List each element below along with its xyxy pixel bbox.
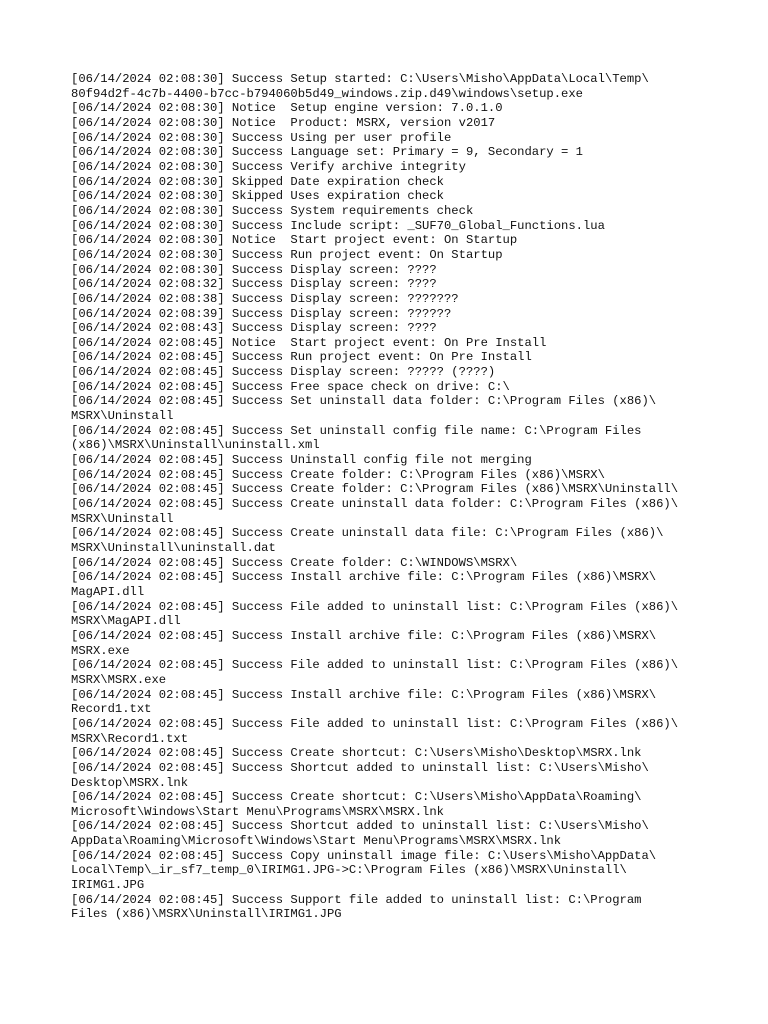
log-line: Local\Temp\_ir_sf7_temp_0\IRIMG1.JPG->C:\Program Files (x86)\MSRX\Uninstall\ — [71, 863, 627, 878]
log-line: 80f94d2f-4c7b-4400-b7cc-b794060b5d49_windows.zip.d49\windows\setup.exe — [71, 86, 583, 101]
log-line: [06/14/2024 02:08:30] Success Verify archive integrity — [71, 159, 466, 174]
log-line: [06/14/2024 02:08:45] Success Display screen: ????? (????) — [71, 365, 496, 380]
log-line: [06/14/2024 02:08:30] Success Run project event: On Startup — [71, 247, 503, 262]
log-line: [06/14/2024 02:08:30] Skipped Uses expiration check — [71, 189, 444, 204]
log-line: Files (x86)\MSRX\Uninstall\IRIMG1.JPG — [71, 907, 342, 922]
log-line: [06/14/2024 02:08:30] Notice Start project event: On Startup — [71, 233, 518, 248]
log-line: [06/14/2024 02:08:45] Success Create uninstall data file: C:\Program Files (x86)\ — [71, 526, 664, 541]
log-line: [06/14/2024 02:08:45] Success Install archive file: C:\Program Files (x86)\MSRX\ — [71, 628, 657, 643]
log-line: MagAPI.dll — [71, 584, 145, 599]
log-line: MSRX\Record1.txt — [71, 731, 189, 746]
log-line: Microsoft\Windows\Start Menu\Programs\MSRX\MSRX.lnk — [71, 804, 444, 819]
log-line: MSRX\MSRX.exe — [71, 672, 167, 687]
log-line: [06/14/2024 02:08:45] Success File added to uninstall list: C:\Program Files (x86)\ — [71, 599, 679, 614]
log-line: [06/14/2024 02:08:45] Success Create folder: C:\WINDOWS\MSRX\ — [71, 555, 518, 570]
log-line: [06/14/2024 02:08:30] Success Setup started: C:\Users\Misho\AppData\Local\Temp\ — [71, 72, 649, 86]
log-line: [06/14/2024 02:08:30] Success Display screen: ???? — [71, 262, 437, 277]
log-line: [06/14/2024 02:08:30] Notice Product: MSRX, version v2017 — [71, 115, 496, 130]
log-line: [06/14/2024 02:08:45] Success Create uninstall data folder: C:\Program Files (x86)\ — [71, 497, 679, 512]
log-line: [06/14/2024 02:08:30] Success Include script: _SUF70_Global_Functions.lua — [71, 218, 605, 233]
log-line: [06/14/2024 02:08:45] Success Run project event: On Pre Install — [71, 350, 532, 365]
log-line: [06/14/2024 02:08:45] Success Create shortcut: C:\Users\Misho\Desktop\MSRX.lnk — [71, 746, 642, 761]
log-line: [06/14/2024 02:08:45] Success Set uninstall config file name: C:\Program Files — [71, 423, 642, 438]
log-line: [06/14/2024 02:08:45] Success Free space check on drive: C:\ — [71, 379, 510, 394]
log-line: MSRX\Uninstall — [71, 511, 174, 526]
log-line: [06/14/2024 02:08:32] Success Display screen: ???? — [71, 277, 437, 292]
log-line: [06/14/2024 02:08:45] Success Set uninstall data folder: C:\Program Files (x86)\ — [71, 394, 657, 409]
log-line: [06/14/2024 02:08:45] Success Shortcut added to uninstall list: C:\Users\Misho\ — [71, 760, 649, 775]
log-line: [06/14/2024 02:08:45] Success Install archive file: C:\Program Files (x86)\MSRX\ — [71, 570, 657, 585]
log-line: AppData\Roaming\Microsoft\Windows\Start Menu\Programs\MSRX\MSRX.lnk — [71, 834, 562, 849]
log-line: (x86)\MSRX\Uninstall\uninstall.xml — [71, 438, 320, 453]
log-line: [06/14/2024 02:08:30] Success System requirements check — [71, 203, 474, 218]
log-line: IRIMG1.JPG — [71, 878, 145, 893]
log-line: [06/14/2024 02:08:45] Success File added to uninstall list: C:\Program Files (x86)\ — [71, 658, 679, 673]
log-line: Desktop\MSRX.lnk — [71, 775, 189, 790]
log-line: MSRX\Uninstall\uninstall.dat — [71, 541, 276, 555]
log-line: [06/14/2024 02:08:45] Success File added to uninstall list: C:\Program Files (x86)\ — [71, 716, 679, 731]
log-line: [06/14/2024 02:08:30] Success Using per user profile — [71, 130, 452, 145]
log-line: MSRX\MagAPI.dll — [71, 614, 181, 629]
setup-log-text — [71, 72, 701, 922]
log-line: [06/14/2024 02:08:30] Success Language set: Primary = 9, Secondary = 1 — [71, 145, 583, 160]
log-line: [06/14/2024 02:08:45] Success Install archive file: C:\Program Files (x86)\MSRX\ — [71, 687, 657, 702]
log-line: [06/14/2024 02:08:45] Success Create folder: C:\Program Files (x86)\MSRX\ — [71, 467, 605, 482]
log-line: [06/14/2024 02:08:45] Success Copy uninstall image file: C:\Users\Misho\AppData\ — [71, 848, 657, 863]
log-line: [06/14/2024 02:08:38] Success Display screen: ??????? — [71, 291, 459, 306]
log-line: [06/14/2024 02:08:30] Skipped Date expiration check — [71, 174, 444, 189]
log-line: [06/14/2024 02:08:45] Success Shortcut added to uninstall list: C:\Users\Misho\ — [71, 819, 649, 834]
log-line: [06/14/2024 02:08:45] Success Create shortcut: C:\Users\Misho\AppData\Roaming\ — [71, 790, 642, 805]
log-line: [06/14/2024 02:08:30] Notice Setup engine version: 7.0.1.0 — [71, 101, 503, 116]
log-line: [06/14/2024 02:08:45] Success Create folder: C:\Program Files (x86)\MSRX\Uninstall\ — [71, 482, 679, 497]
log-line: Record1.txt — [71, 702, 152, 717]
log-line: MSRX\Uninstall — [71, 409, 174, 424]
log-line: [06/14/2024 02:08:45] Success Uninstall config file not merging — [71, 453, 532, 468]
log-line: [06/14/2024 02:08:45] Success Support file added to uninstall list: C:\Program — [71, 892, 642, 907]
log-line: [06/14/2024 02:08:43] Success Display screen: ???? — [71, 321, 437, 336]
log-line: MSRX.exe — [71, 643, 130, 658]
log-line: [06/14/2024 02:08:45] Notice Start project event: On Pre Install — [71, 335, 547, 350]
log-line: [06/14/2024 02:08:39] Success Display screen: ?????? — [71, 306, 452, 321]
